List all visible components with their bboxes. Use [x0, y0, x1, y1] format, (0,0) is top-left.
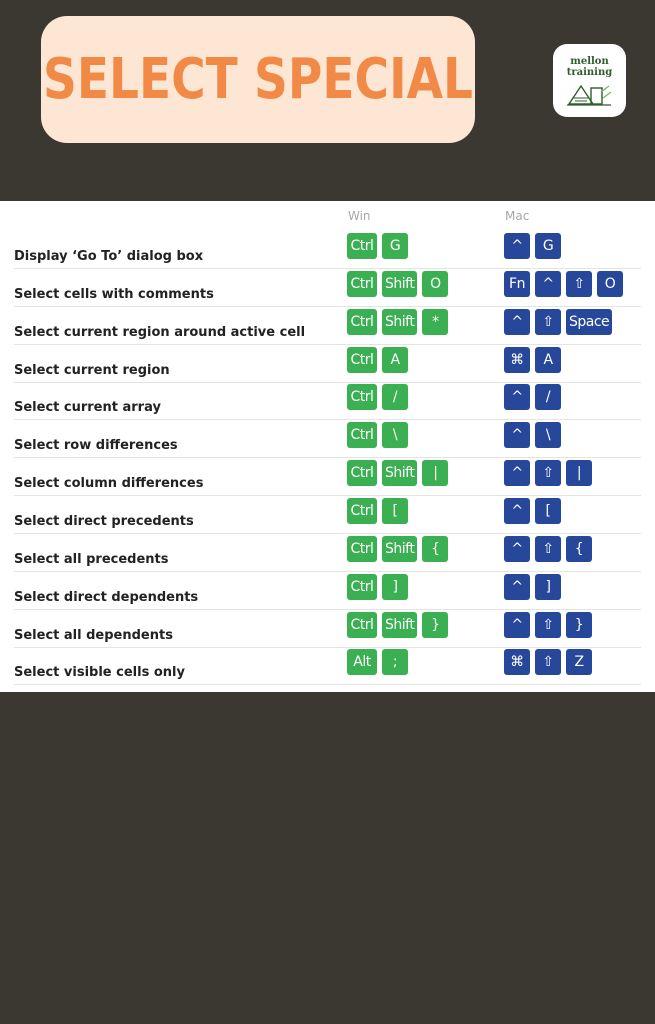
win-key: Shift [382, 536, 417, 562]
mac-shortcut-keys [504, 347, 561, 373]
mac-key: Fn [504, 271, 530, 297]
shortcut-label: Select all dependents [14, 627, 173, 643]
mac-key: ] [535, 574, 561, 600]
mac-shortcut-keys [504, 309, 612, 335]
logo-wordmark [553, 56, 626, 78]
mac-key: O [597, 271, 623, 297]
table-row [0, 345, 655, 383]
mac-key: / [535, 384, 561, 410]
shortcut-label: Select direct precedents [14, 513, 194, 529]
shortcut-label: Select direct dependents [14, 589, 199, 605]
win-key: O [422, 271, 448, 297]
win-shortcut-keys [347, 498, 408, 524]
mac-key: ⌘ [504, 347, 530, 373]
mac-key: ^ [535, 271, 561, 297]
logo-line-2: training [566, 67, 613, 78]
win-key: Ctrl [347, 536, 377, 562]
win-key: { [422, 536, 448, 562]
table-row [0, 610, 655, 648]
win-key: } [422, 612, 448, 638]
mac-key: } [566, 612, 592, 638]
table-row [0, 572, 655, 610]
logo-building-icon [563, 78, 615, 108]
win-shortcut-keys [347, 347, 408, 373]
win-key: Shift [382, 460, 417, 486]
mac-shortcut-keys [504, 574, 561, 600]
table-row [0, 307, 655, 345]
win-key: \ [382, 422, 408, 448]
win-key: [ [382, 498, 408, 524]
mac-shortcut-keys [504, 384, 561, 410]
shortcut-label: Select visible cells only [14, 665, 185, 681]
mac-key: ^ [504, 384, 530, 410]
mac-key: | [566, 460, 592, 486]
win-key: Shift [382, 612, 417, 638]
mac-key: ^ [504, 460, 530, 486]
mac-shortcut-keys [504, 422, 561, 448]
mac-column-header: Mac [505, 209, 530, 223]
win-key: A [382, 347, 408, 373]
shortcut-label: Select all precedents [14, 551, 169, 567]
win-key: | [422, 460, 448, 486]
table-row [0, 231, 655, 269]
mac-shortcut-keys [504, 649, 592, 675]
mac-key: ^ [504, 612, 530, 638]
page-title: SELECT SPECIAL [42, 47, 474, 112]
shortcut-label: Select row differences [14, 438, 178, 454]
shortcut-label: Display ‘Go To’ dialog box [14, 249, 204, 264]
mac-key: Z [566, 649, 592, 675]
mac-shortcut-keys [504, 460, 592, 486]
mac-key: ^ [504, 233, 530, 259]
mac-key: ⇧ [535, 309, 561, 335]
shortcut-label: Select current region [14, 362, 170, 378]
shortcut-label: Select cells with comments [14, 286, 214, 302]
win-shortcut-keys [347, 649, 408, 675]
win-key: Ctrl [347, 422, 377, 448]
win-shortcut-keys [347, 612, 448, 638]
table-row [0, 420, 655, 458]
win-shortcut-keys [347, 460, 448, 486]
mac-key: { [566, 536, 592, 562]
mac-shortcut-keys [504, 271, 623, 297]
mac-key: ⇧ [535, 612, 561, 638]
mac-key: ^ [504, 498, 530, 524]
win-key: Ctrl [347, 574, 377, 600]
mac-key: A [535, 347, 561, 373]
table-row [0, 534, 655, 572]
mac-key: Space [566, 309, 612, 335]
win-column-header: Win [348, 209, 371, 223]
win-key: Ctrl [347, 233, 377, 259]
win-shortcut-keys [347, 384, 408, 410]
table-row [0, 269, 655, 307]
mac-key: ⇧ [566, 271, 592, 297]
mac-key: ^ [504, 309, 530, 335]
win-key: Ctrl [347, 309, 377, 335]
shortcut-label: Select column differences [14, 476, 204, 492]
win-shortcut-keys [347, 271, 448, 297]
mac-key: ⌘ [504, 649, 530, 675]
shortcut-label: Select current array [14, 400, 161, 416]
mellon-training-logo [553, 44, 626, 117]
win-key: G [382, 233, 408, 259]
table-row [0, 496, 655, 534]
row-divider [14, 684, 641, 685]
mac-shortcut-keys [504, 536, 592, 562]
mac-shortcut-keys [504, 612, 592, 638]
mac-key: ⇧ [535, 649, 561, 675]
title-banner [41, 16, 475, 143]
shortcut-label: Select current region around active cell [14, 324, 306, 340]
mac-key: G [535, 233, 561, 259]
win-shortcut-keys [347, 574, 408, 600]
mac-key: ^ [504, 574, 530, 600]
mac-key: ^ [504, 422, 530, 448]
mac-shortcut-keys [504, 233, 561, 259]
mac-key: \ [535, 422, 561, 448]
win-key: ; [382, 649, 408, 675]
win-key: Ctrl [347, 384, 377, 410]
shortcut-table [0, 201, 655, 692]
win-key: ] [382, 574, 408, 600]
win-shortcut-keys [347, 233, 408, 259]
table-row [0, 458, 655, 496]
win-shortcut-keys [347, 536, 448, 562]
mac-key: [ [535, 498, 561, 524]
win-key: Ctrl [347, 498, 377, 524]
table-row [0, 382, 655, 420]
win-key: Alt [347, 649, 377, 675]
win-key: * [422, 309, 448, 335]
win-key: Ctrl [347, 271, 377, 297]
win-key: Shift [382, 271, 417, 297]
mac-shortcut-keys [504, 498, 561, 524]
win-shortcut-keys [347, 309, 448, 335]
mac-key: ⇧ [535, 536, 561, 562]
win-shortcut-keys [347, 422, 408, 448]
win-key: Shift [382, 309, 417, 335]
table-row [0, 647, 655, 685]
win-key: / [382, 384, 408, 410]
win-key: Ctrl [347, 612, 377, 638]
mac-key: ⇧ [535, 460, 561, 486]
win-key: Ctrl [347, 460, 377, 486]
win-key: Ctrl [347, 347, 377, 373]
logo-line-1: mellon [570, 56, 609, 67]
mac-key: ^ [504, 536, 530, 562]
